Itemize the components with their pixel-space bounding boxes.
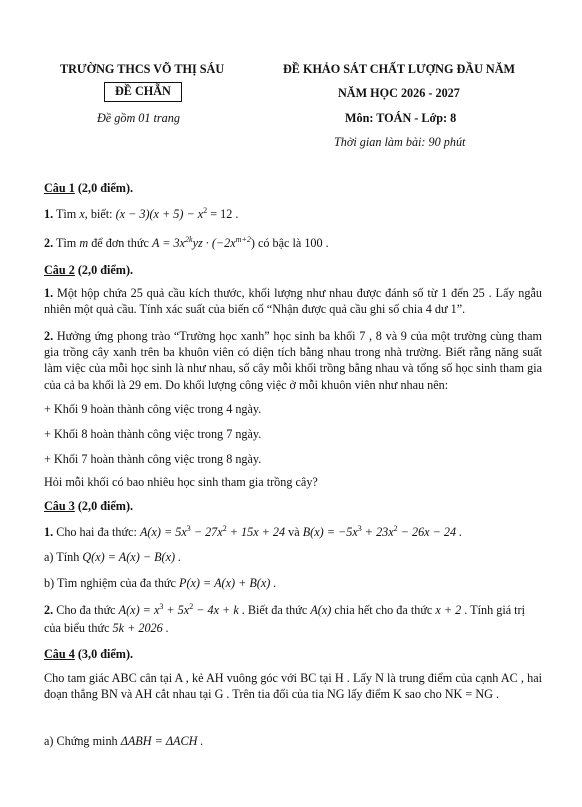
q3-poly-A-exp2: 2 [222, 523, 227, 533]
q3-poly-B-b: + 23x [361, 525, 394, 539]
q2-bullet-3: + Khối 7 hoàn thành công việc trong 8 ngày. [44, 452, 262, 466]
q3-p2-exp2: 2 [189, 601, 194, 611]
q1-p1-text: Tìm [53, 207, 80, 221]
page-count: Đề gồm 01 trang [97, 111, 180, 125]
q1-p2-expr-c: ) [250, 236, 255, 250]
question-2-points: (2,0 điểm). [74, 263, 134, 277]
q4-a-label: a) Chứng minh [44, 734, 121, 748]
q2-part-1 [44, 285, 542, 317]
q1-p1-exponent: 2 [203, 205, 208, 215]
q1-p2-exponent-1: 2k [185, 234, 193, 244]
exam-title: ĐỀ KHẢO SÁT CHẤT LƯỢNG ĐẦU NĂM [283, 62, 516, 76]
q2-p1-text: Một hộp chứa 25 quả cầu kích thước, khối lượng như nhau được đánh số từ 1 đến 25 . Lấy ngẫu nhiên một quả cầu. Tính xác suất của biến cố “Nhận được quả cầu ghi số chia 4 dư 1”. [44, 286, 542, 317]
q1-p1-number: 1. [44, 207, 54, 221]
q1-part-2 [44, 235, 544, 251]
question-1-heading [44, 180, 544, 196]
q3-p2-text-c: chia hết cho đa thức [331, 603, 436, 617]
q3-p1-and: và [285, 525, 303, 539]
q3-poly-B-exp2: 2 [393, 523, 398, 533]
question-4-number: Câu 4 [44, 647, 75, 661]
question-1-number: Câu 1 [44, 181, 75, 195]
q3-p2-line2-expression: 5k + 2026 . [112, 621, 169, 635]
q3-p2-expr-a: A(x) = x [118, 603, 160, 617]
q3-1b-expression: P(x) = A(x) + B(x) . [179, 576, 277, 590]
question-1-points: (2,0 điểm). [74, 181, 134, 195]
q2-p2-number: 2. [44, 329, 54, 343]
school-year: NĂM HỌC 2026 - 2027 [338, 86, 460, 100]
q2-bullet-2: + Khối 8 hoàn thành công việc trong 7 ngày. [44, 427, 262, 441]
q3-p2-line2-text: của biểu thức [44, 621, 113, 635]
q2-question: Hỏi mỗi khối có bao nhiêu học sinh tham gia trồng cây? [44, 475, 318, 489]
q3-p2-number: 2. [44, 603, 54, 617]
question-2-number: Câu 2 [44, 263, 75, 277]
q3-p2-exp1: 3 [159, 601, 164, 611]
q3-part-1b [44, 575, 544, 591]
q1-p2-text: Tìm [53, 236, 80, 250]
q1-p2-expr-a: A = 3x [151, 236, 186, 250]
q3-p2-expr-c: − 4x + k [193, 603, 239, 617]
q4-a-expression: ΔABH = ΔACH . [120, 734, 204, 748]
q3-part-2 [44, 602, 544, 618]
q1-p2-number: 2. [44, 236, 54, 250]
q3-p1-number: 1. [44, 525, 54, 539]
q3-p2-expr-b: + 5x [163, 603, 190, 617]
q4-part-a [44, 733, 544, 749]
q1-p2-exponent-2: m+2 [235, 234, 251, 244]
q3-poly-A-c: + 15x + 24 [226, 525, 286, 539]
school-name: TRƯỜNG THCS VÕ THỊ SÁU [60, 62, 225, 76]
q3-poly-A-a: A(x) = 5x [139, 525, 187, 539]
subject-grade: Môn: TOÁN - Lớp: 8 [345, 111, 457, 125]
q3-1a-label: a) Tính [44, 550, 83, 564]
q3-1b-label: b) Tìm nghiệm của đa thức [44, 576, 179, 590]
question-3-number: Câu 3 [44, 499, 75, 513]
duration: Thời gian làm bài: 90 phút [334, 135, 466, 149]
q1-p2-text-b: để đơn thức [88, 236, 152, 250]
q1-part-1 [44, 206, 544, 222]
q1-p1-rhs: = 12 . [207, 207, 239, 221]
q1-p1-text-b: , biết: [84, 207, 116, 221]
q2-p2-text: Hưởng ứng phong trào “Trường học xanh” học sinh ba khối 7 , 8 và 9 của một trường cùng tham gia trồng cây xanh trên ba khuôn viên có diện tích bằng nhau trong nhà trường. Biết rằng năng suất làm việc của mỗi học sinh là như nhau, số cây mỗi khối trồng bằng nhau và tổng số học sinh tham gia của cả ba khối là 29 em. Do khối lượng công việc ở mỗi khuôn viên như nhau nên: [44, 329, 542, 392]
question-3-heading [44, 498, 544, 514]
q2-bullet-1: + Khối 9 hoàn thành công việc trong 4 ngày. [44, 402, 262, 416]
question-2-heading [44, 262, 544, 278]
q1-p1-variable: x [79, 207, 85, 221]
q3-part-1 [44, 524, 544, 540]
q3-p2-text: Cho đa thức [53, 603, 119, 617]
q2-part-2 [44, 328, 542, 393]
q3-poly-A-exp1: 3 [186, 523, 191, 533]
q1-p2-text-c: có bậc là 100 . [254, 236, 329, 250]
variant-box: ĐỀ CHẴN [104, 82, 182, 102]
q2-p1-number: 1. [44, 286, 54, 300]
question-4-heading [44, 646, 544, 662]
q1-p1-expression: (x − 3)(x + 5) − x [115, 207, 204, 221]
q1-p2-variable: m [79, 236, 89, 250]
question-3-points: (2,0 điểm). [74, 499, 134, 513]
q3-poly-B-exp1: 3 [357, 523, 362, 533]
q3-poly-A-b: − 27x [190, 525, 223, 539]
q3-p1-text: Cho hai đa thức: [53, 525, 140, 539]
q3-p2-divisor: x + 2 [435, 603, 462, 617]
q4-text: Cho tam giác ABC cân tại A , kẻ AH vuông góc với BC tại H . Lấy N là trung điểm của cạnh AC , hai đoạn thẳng BN và AH cắt nhau tại G . Trên tia đối của tia NG lấy điểm K sao cho NK = NG . [44, 671, 542, 702]
q1-p2-expr-b: yz · (−2x [192, 236, 236, 250]
q3-1a-expression: Q(x) = A(x) − B(x) . [82, 550, 182, 564]
q3-part-2-line-2 [44, 620, 544, 636]
q3-poly-B-c: − 26x − 24 . [397, 525, 463, 539]
q3-p2-Ax: A(x) [310, 603, 332, 617]
question-4-points: (3,0 điểm). [74, 647, 134, 661]
q3-p2-text-d: . Tính giá trị [461, 603, 525, 617]
q3-p2-text-b: . Biết đa thức [238, 603, 311, 617]
q3-poly-B-a: B(x) = −5x [302, 525, 358, 539]
q3-part-1a [44, 549, 544, 565]
